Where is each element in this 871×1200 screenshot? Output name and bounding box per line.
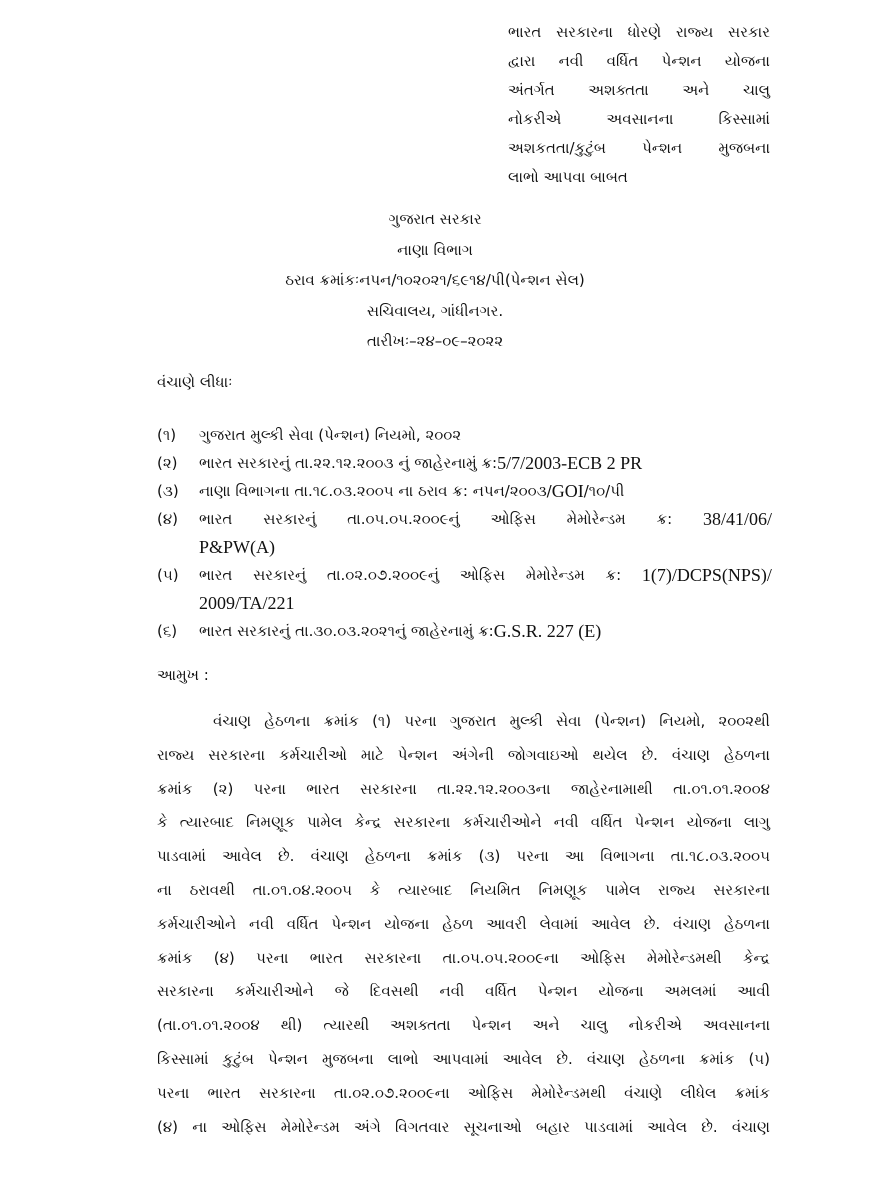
preamble-title: આમુખ :	[157, 666, 209, 684]
paragraph-line: (તા.૦૧.૦૧.૨૦૦૪ થી) ત્યારથી અશક્તતા પેન્શન અને ચાલુ નોકરીએ અવસાનના	[157, 1016, 770, 1035]
paragraph-line: સરકારના કર્મચારીઓને જે દિવસથી નવી વર્ધિત પેન્શન યોજના અમલમાં આવી	[157, 982, 770, 1001]
reference-number: (૨)	[157, 454, 178, 472]
paragraph-line: (૪) ના ઓફિસ મેમોરેન્ડમ અંગે વિગતવાર સૂચનાઓ બહાર પાડવામાં આવેલ છે. વંચાણ	[157, 1117, 770, 1136]
reference-number: (૫)	[157, 566, 179, 584]
subject-line: અશકતતા/કુટુંબ પેન્શન મુજબના	[508, 139, 770, 157]
reference-number: (૬)	[157, 622, 178, 640]
government-name: ગુજરાત સરકાર	[388, 210, 482, 228]
subject-line: ભારત સરકારના ધોરણે રાજ્ય સરકાર	[508, 23, 770, 41]
reference-item: (૧) ગુજરાત મુલ્કી સેવા (પેન્શન) નિયમો, ૨૦૦૨	[157, 421, 772, 449]
reference-item: (૩) નાણા વિભાગના તા.૧૮.૦૩.૨૦૦૫ ના ઠરાવ ક્ર: નપન/૨૦૦૩/ GOI /૧૦/પી	[157, 477, 772, 505]
document-header	[160, 204, 710, 357]
reference-item: (૨) ભારત સરકારનું તા.૨૨.૧૨.૨૦૦૩ નું જાહેરનામું ક્ર: 5/7/2003-ECB 2 PR	[157, 449, 772, 477]
paragraph-line: વંચાણ હેઠળના ક્રમાંક (૧) પરના ગુજરાત મુલ્કી સેવા (પેન્શન) નિયમો, ૨૦૦૨થી	[213, 712, 770, 730]
reference-item: (૫) ભારત સરકારનું તા.૦૨.૦૭.૨૦૦૯નું ઓફિસ મેમોરેન્ડમ ક્ર: 1(7)/DCPS(NPS)/ 2009/TA/221	[157, 561, 772, 617]
paragraph-line: કે ત્યારબાદ નિમણૂક પામેલ કેન્દ્ર સરકારના કર્મચારીઓને નવી વર્ધિત પેન્શન યોજના લાગુ	[157, 813, 770, 832]
resolution-number: ઠરાવ ક્રમાંકઃનપન/૧૦૨૦૨૧/૬૯૧૪/પી(પેન્શન સેલ)	[285, 271, 585, 289]
reference-number: (૧)	[157, 426, 177, 444]
paragraph-line: પરના ભારત સરકારના તા.૦૨.૦૭.૨૦૦૯ના ઓફિસ મેમોરેન્ડમથી વંચાણે લીધેલ ક્રમાંક	[157, 1083, 770, 1102]
reference-item: (૬) ભારત સરકારનું તા.૩૦.૦૩.૨૦૨૧નું જાહેરનામું ક્ર: G.S.R. 227 (E)	[157, 617, 772, 645]
paragraph-line: કિસ્સામાં કુટુંબ પેન્શન મુજબના લાભો આપવામાં આવેલ છે. વંચાણ હેઠળના ક્રમાંક (૫)	[157, 1049, 770, 1068]
references-title: વંચાણે લીધાઃ	[157, 373, 233, 391]
paragraph-line: ક્રમાંક (૪) પરના ભારત સરકારના તા.૦૫.૦૫.૨૦૦૯ના ઓફિસ મેમોરેન્ડમથી કેન્દ્ર	[157, 948, 770, 967]
paragraph-line: રાજ્ય સરકારના કર્મચારીઓ માટે પેન્શન અંગેની જોગવાઇઓ થયેલ છે. વંચાણ હેઠળના	[157, 745, 770, 764]
resolution-date: તારીખઃ–૨૪–૦૯–૨૦૨૨	[366, 332, 504, 350]
subject-block	[508, 18, 770, 192]
subject-line: નોકરીએ અવસાનના કિસ્સામાં	[508, 110, 770, 128]
paragraph-line: પાડવામાં આવેલ છે. વંચાણ હેઠળના ક્રમાંક (૩) પરના આ વિભાગના તા.૧૮.૦૩.૨૦૦૫	[157, 847, 770, 866]
subject-line: દ્વારા નવી વર્ધિત પેન્શન યોજના	[508, 52, 770, 70]
reference-number: (૪)	[157, 510, 179, 528]
paragraph-line: ક્રમાંક (૨) પરના ભારત સરકારના તા.૨૨.૧૨.૨૦૦૩ના જાહેરનામાથી તા.૦૧.૦૧.૨૦૦૪	[157, 779, 770, 798]
paragraph-line: ના ઠરાવથી તા.૦૧.૦૪.૨૦૦૫ કે ત્યારબાદ નિયમિત નિમણૂક પામેલ રાજ્ય સરકારના	[157, 880, 770, 899]
paragraph-line: કર્મચારીઓને નવી વર્ધિત પેન્શન યોજના હેઠળ આવરી લેવામાં આવેલ છે. વંચાણ હેઠળના	[157, 914, 770, 933]
references-list	[157, 421, 772, 645]
subject-line: અંતર્ગત અશક્તતા અને ચાલુ	[508, 81, 770, 99]
preamble-paragraph	[157, 705, 770, 1144]
office-location: સચિવાલય, ગાંધીનગર.	[366, 301, 504, 320]
reference-number: (૩)	[157, 482, 179, 500]
department-name: નાણા વિભાગ	[397, 240, 473, 259]
subject-line: લાભો આપવા બાબત	[508, 168, 628, 186]
reference-item: (૪) ભારત સરકારનું તા.૦૫.૦૫.૨૦૦૯નું ઓફિસ મેમોરેન્ડમ ક્ર: 38/41/06/ P&PW(A)	[157, 505, 772, 561]
